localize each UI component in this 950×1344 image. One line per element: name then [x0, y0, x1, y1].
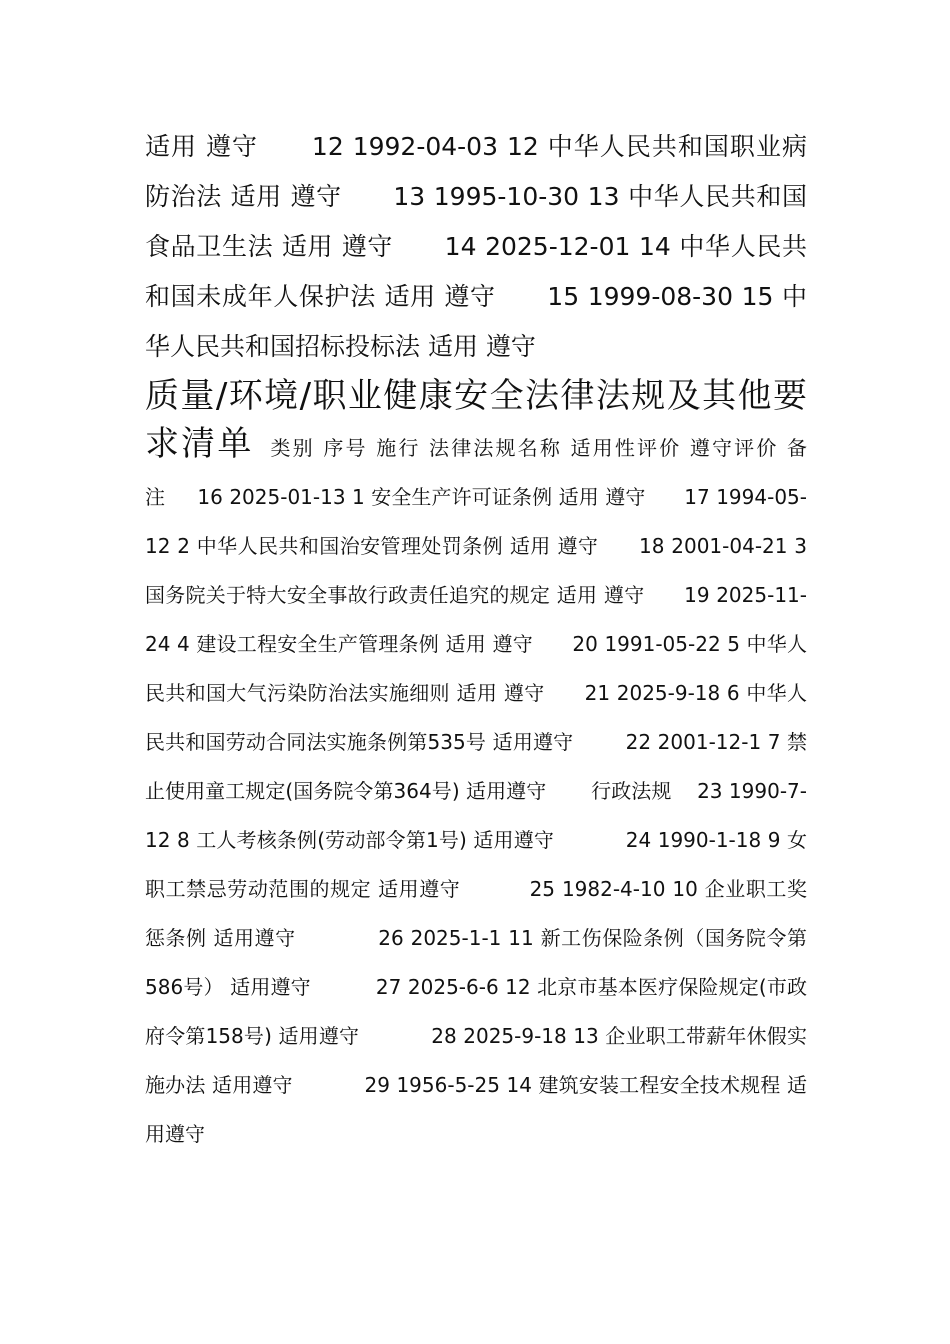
list-paragraph	[145, 372, 807, 1159]
intro-paragraph: 适用 遵守 12 1992-04-03 12 中华人民共和国职业病防治法 适用 遵守 13 1995-10-30 13 中华人民共和国食品卫生法 适用 遵守 14 2025-12-01 14 中华人民共和国未成年人保护法 适用 遵守 15 1999-08-30 15 中华人民共和国招标投标法 适用 遵守	[145, 132, 807, 361]
document-heading: 质量/环境/职业健康安全法律法规及其他要求清单	[145, 376, 807, 464]
document-page	[145, 122, 807, 1159]
table-content: 类别 序号 施行 法律法规名称 适用性评价 遵守评价 备注 16 2025-01-13 1 安全生产许可证条例 适用 遵守 17 1994-05-12 2 中华人民共和国治安管理处罚条例 适用 遵守 18 2001-04-21 3 国务院关于特大安全事故行政责任追究的规定 适用 遵守 19 2025-11-24 4 建设工程安全生产管理条例 适用 遵守 20 1991-05-22 5 中华人民共和国大气污染防治法实施细则 适用 遵守 21 2025-9-18 6 中华人民共和国劳动合同法实施条例第535号 适用遵守 22 2001-12-1 7 禁止使用童工规定(国务院令第364号) 适用遵守 行政法规 23 1990-7-12 8 工人考核条例(劳动部令第1号) 适用遵守 24 1990-1-18 9 女职工禁忌劳动范围的规定 适用遵守 25 1982-4-10 10 企业职工奖惩条例 适用遵守 26 2025-1-1 11 新工伤保险条例（国务院令第586号） 适用遵守 27 2025-6-6 12 北京市基本医疗保险规定(市政府令第158号) 适用遵守 28 2025-9-18 13 企业职工带薪年休假实施办法 适用遵守 29 1956-5-25 14 建筑安装工程安全技术规程 适用遵守	[145, 436, 808, 1146]
